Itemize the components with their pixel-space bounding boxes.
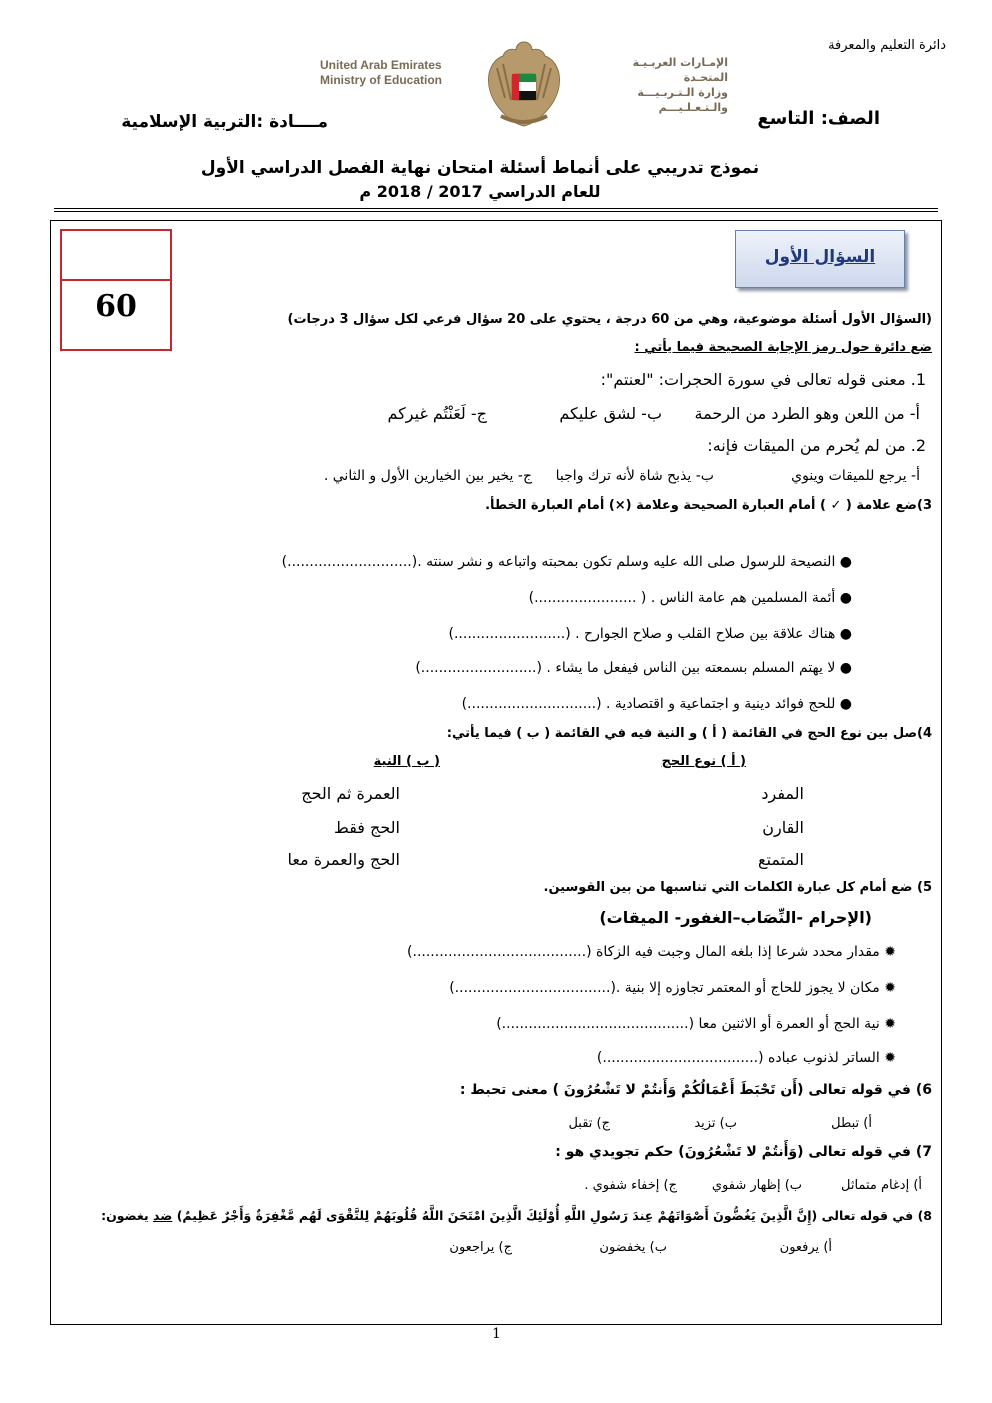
q8-keyword: ضد (153, 1208, 173, 1223)
q3-text: 3)ضع علامة ( ✓ ) أمام العبارة الصحيحة وعلامة (×) أمام العبارة الخطأ. (485, 498, 932, 513)
q3-item: ● للحج فوائد دينية و اجتماعية و اقتصادية . (.............................) (461, 696, 852, 712)
q5-text: 5) ضع أمام كل عبارة الكلمات التي تناسبها من بين القوسين. (543, 880, 932, 895)
q8-question: يغضون: (101, 1208, 149, 1223)
q3-item: ● النصيحة للرسول صلى الله عليه وسلم تكون بمحبته واتباعه و نشر سنته .(............................) (281, 554, 852, 570)
q5-item-text: نية الحج أو العمرة أو الاثنين معا (..........................................) (496, 1016, 880, 1032)
q3-item-text: للحج فوائد دينية و اجتماعية و اقتصادية . (.............................) (461, 696, 836, 712)
mcq-instruction: ضع دائرة حول رمز الإجابة الصحيحة فيما يأتي : (634, 340, 932, 355)
q3-item: ● أئمة المسلمين هم عامة الناس . ( .......................) (528, 590, 852, 606)
q4-col-a-item: المتمتع (758, 850, 804, 869)
score-box (60, 229, 172, 351)
ministry-name-ar (586, 55, 728, 115)
q3-item: ● هناك علاقة بين صلاح القلب و صلاح الجوارح . (.........................) (448, 626, 852, 642)
q4-text: 4)صل بين نوع الحج في القائمة ( أ ) و النية فيه في القائمة ( ب ) فيما يأتي: (446, 726, 932, 741)
q2-option-c[interactable]: ج- يخير بين الخيارين الأول و الثاني . (323, 468, 532, 484)
q5-item: ✹ نية الحج أو العمرة أو الاثنين معا (..........................................) (496, 1016, 896, 1032)
q4-col-a-header: ( أ ) نوع الحج (661, 754, 746, 769)
q4-col-b-item: العمرة ثم الحج (301, 784, 400, 803)
q4-col-a-item: القارن (762, 818, 804, 837)
q7-text: 7) في قوله تعالى (وَأَنتُمْ لا تَشْعُرُونَ) حكم تجويدي هو : (555, 1144, 932, 1160)
q2-option-a[interactable]: أ- يرجع للميقات وينوي (791, 468, 920, 484)
q8-option-c[interactable]: ج) يراجعون (449, 1240, 512, 1255)
q2-text: 2. من لم يُحرم من الميقات فإنه: (707, 436, 926, 455)
q4-col-b-item: الحج والعمرة معا (287, 850, 400, 869)
department-label: دائرة التعليم والمعرفة (828, 38, 946, 53)
page-number: 1 (492, 1326, 501, 1342)
q6-option-a[interactable]: أ) تبطل (831, 1116, 872, 1131)
ministry-name-en (320, 58, 442, 88)
q3-item-text: أئمة المسلمين هم عامة الناس . ( .......................) (528, 590, 836, 606)
academic-year: للعام الدراسي 2017 / 2018 م (359, 182, 601, 201)
q6-option-c[interactable]: ج) تقبل (568, 1116, 610, 1131)
ministry-ar-line-2: وزارة الـتـربـيـــة والـتـعـلـيـــم (637, 86, 728, 114)
q1-text: 1. معنى قوله تعالى في سورة الحجرات: "لعنتم": (600, 370, 926, 389)
ministry-ar-line-1: الإمـارات العربـيـة المتحـدة (632, 56, 728, 84)
exam-title: نموذج تدريبي على أنماط أسئلة امتحان نهاية الفصل الدراسي الأول (200, 158, 760, 178)
q5-item-text: مكان لا يجوز للحاج أو المعتمر تجاوزه إلا بنية .(...................................) (449, 980, 880, 996)
q8-verse: 8) في قوله تعالى (إِنَّ الَّذِينَ يَغُضُّونَ أَصْوَاتَهُمْ عِندَ رَسُولِ اللَّهِ أُوْلَئِكَ الَّذِينَ امْتَحَنَ اللَّهُ قُلُوبَهُمْ لِلتَّقْوَى لَهُم مَّغْفِرَةٌ وَأَجْرٌ عَظِيمٌ) (176, 1208, 932, 1223)
q7-option-b[interactable]: ب) إظهار شفوي (711, 1178, 802, 1193)
q8-option-a[interactable]: أ) يرفعون (779, 1240, 832, 1255)
score-value: 60 (95, 289, 137, 324)
grade-label: الصف: التاسع (757, 108, 880, 129)
q5-item: ✹ مكان لا يجوز للحاج أو المعتمر تجاوزه إلا بنية .(...................................) (449, 980, 896, 996)
q4-col-b-item: الحج فقط (334, 818, 400, 837)
title-rule-bottom (54, 211, 938, 212)
subject-label: مــــادة :التربية الإسلامية (121, 112, 328, 132)
ministry-en-line-1: United Arab Emirates (320, 58, 442, 72)
q1-option-b[interactable]: ب- لشق عليكم (559, 404, 662, 423)
q7-option-a[interactable]: أ) إدغام متماثل (841, 1178, 922, 1193)
q5-word-bank: (الإحرام -النِّصَاب–الغفور- الميقات) (599, 908, 872, 927)
question-note: (السؤال الأول أسئلة موضوعية، وهي من 60 درجة ، يحتوي على 20 سؤال فرعي لكل سؤال 3 درجات) (287, 312, 932, 327)
q5-item: ✹ الساتر لذنوب عباده (...................................) (596, 1050, 896, 1066)
q1-option-a[interactable]: أ- من اللعن وهو الطرد من الرحمة (694, 404, 920, 423)
title-rule-top (54, 208, 938, 209)
q7-option-c[interactable]: ج) إخفاء شفوي . (584, 1178, 677, 1193)
q2-option-b[interactable]: ب- يذبح شاة لأنه ترك واجبا (555, 468, 714, 484)
q3-item-text: النصيحة للرسول صلى الله عليه وسلم تكون بمحبته واتباعه و نشر سنته .(............................) (281, 554, 836, 570)
q6-text: 6) في قوله تعالى (أَن تَحْبَطَ أَعْمَالُكُمْ وَأَنتُمْ لا تَشْعُرُونَ ) معنى تحبط : (459, 1082, 932, 1098)
q5-item-text: الساتر لذنوب عباده (...................................) (596, 1050, 880, 1066)
q5-item-text: مقدار محدد شرعا إذا بلغه المال وجبت فيه الزكاة (.......................................) (407, 944, 880, 960)
q8-text (101, 1208, 932, 1223)
uae-emblem-logo (483, 38, 565, 130)
question-heading: السؤال الأول (764, 247, 876, 267)
question-heading-box (735, 230, 905, 288)
q3-item: ● لا يهتم المسلم بسمعته بين الناس فيفعل ما يشاء . (..........................) (415, 660, 852, 676)
q3-item-text: هناك علاقة بين صلاح القلب و صلاح الجوارح . (.........................) (448, 626, 836, 642)
q3-item-text: لا يهتم المسلم بسمعته بين الناس فيفعل ما يشاء . (..........................) (415, 660, 836, 676)
q4-col-b-header: ( ب ) النية (373, 754, 440, 769)
score-divider (62, 279, 170, 281)
q4-col-a-item: المفرد (761, 784, 804, 803)
q1-option-c[interactable]: ج- لَعَنْتُم غيركم (387, 404, 487, 423)
q5-item: ✹ مقدار محدد شرعا إذا بلغه المال وجبت فيه الزكاة (.......................................) (407, 944, 896, 960)
q6-option-b[interactable]: ب) تزيد (694, 1116, 737, 1131)
ministry-en-line-2: Ministry of Education (320, 73, 443, 87)
q8-option-b[interactable]: ب) يخفضون (599, 1240, 667, 1255)
